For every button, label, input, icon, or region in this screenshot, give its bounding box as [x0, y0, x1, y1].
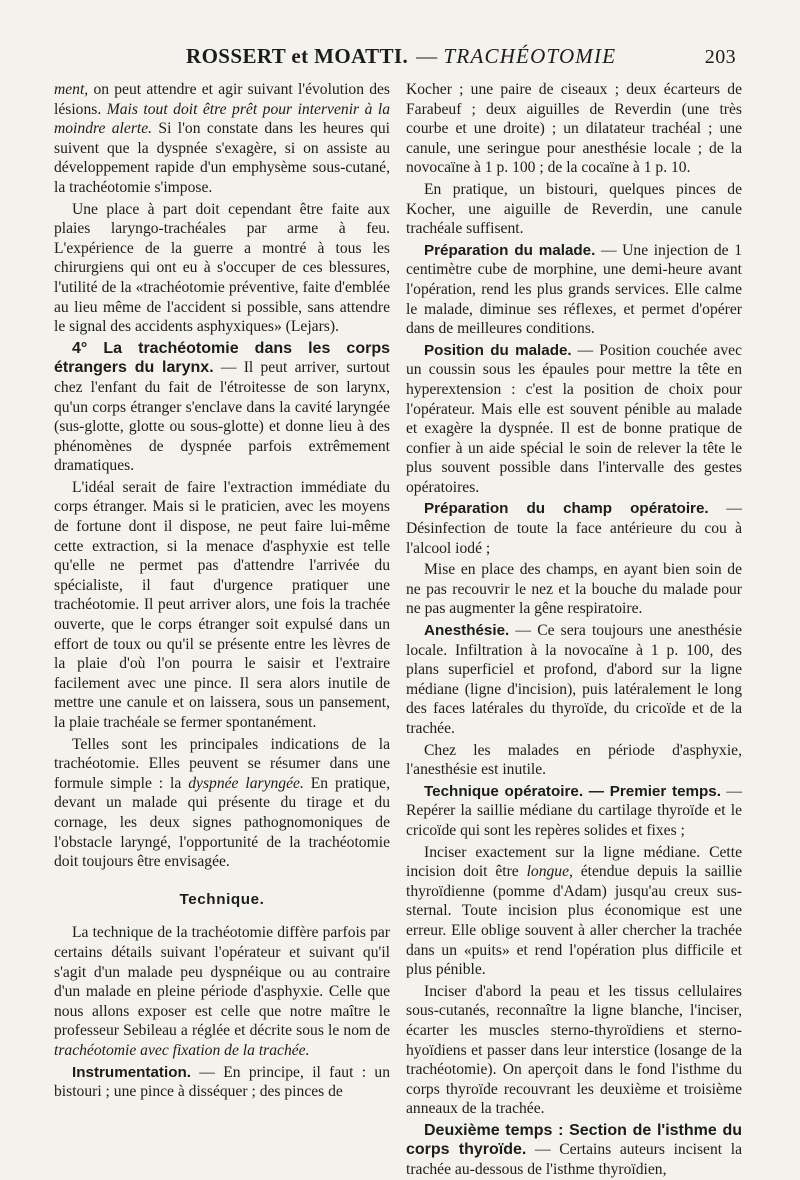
paragraph-instrument-list: Kocher ; une paire de ciseaux ; deux écarteurs de Farabeuf ; deux aiguilles de Reverdin (une très courbe et une droite) ; un dilatateur trachéal ; une canule, une seringue pour anesthésie locale ; de la novocaïne à 1 p. 100 ; de la cocaïne à 1 p. 10.	[406, 81, 742, 177]
heading-instrumentation: Instrumentation.	[72, 1063, 191, 1081]
paragraph-drapes: Mise en place des champs, en ayant bien soin de ne pas recouvrir le nez et la bouche du malade pour ne pas augmenter la gêne respiratoire.	[406, 561, 742, 618]
paragraph-first-step: Technique opératoire. — Premier temps. — Repérer la saillie médiane du cartilage thyroïde et le cricoïde qui sont les repères solides et fixes ;	[406, 782, 742, 839]
heading-first-step: Technique opératoire. — Premier temps.	[424, 782, 721, 800]
heading-second-step: Deuxième temps : Section de l'isthme du corps thyroïde.	[406, 1121, 742, 1159]
paragraph-anesthesia: Anesthésie. — Ce sera toujours une anesthésie locale. Infiltration à la novocaïne à 1 p. 100, des plans superficiel et profond, d'abord sur la ligne médiane (ligne d'incision), puis latéralement le long des faces latérales du thyroïde, du cricoïde et de la trachée.	[406, 622, 742, 737]
paragraph-technique: La technique de la trachéotomie diffère parfois par certains détails suivant l'opérateur et suivant qu'il s'agit d'un malade peu dyspnéique ou au contraire d'un malade en pleine période d'asphyxie. Celle que nous allons exposer est celle que notre maître le professeur Sebileau a réglée et décrite sous le nom de trachéotomie avec fixation de la trachée.	[54, 924, 390, 1059]
paragraph-incision: Inciser exactement sur la ligne médiane. Cette incision doit être longue, étendue depuis la saillie thyroïdienne (pomme d'Adam) jusqu'au creux sus-sternal. Toute incision plus économique est une erreur. Elle oblige souvent à aller chercher la trachée dans un «puits» et rend l'opération plus difficile et plus pénible.	[406, 843, 742, 979]
paragraph-second-step: Deuxième temps : Section de l'isthme du corps thyroïde. — Certains auteurs incisent la trachée au-dessous de l'isthme thyroïdien,	[406, 1121, 742, 1179]
heading-anesthesia: Anesthésie.	[424, 622, 510, 640]
right-column	[406, 80, 742, 1179]
left-column	[54, 80, 390, 1120]
paragraph-wound-observation: ment, on peut attendre et agir suivant l'évolution des lésions. Mais tout doit être prêt pour intervenir à la moindre alerte. Si l'on constate dans les heures qui suivent que la dyspnée s'exagère, si on assiste au développement rapide d'un emphysème sous-cutané, la trachéotomie s'impose.	[54, 81, 390, 196]
paragraph-patient-preparation: Préparation du malade. — Une injection de 1 centimètre cube de morphine, une demi-heure avant l'opération, rend les plus grands services. Elle calme le malade, diminue ses réflexes, et permet d'opérer dans de meilleures conditions.	[406, 241, 742, 338]
paragraph-patient-position: Position du malade. — Position couchée avec un coussin sous les épaules pour mettre la tête en hyperextension : c'est la position de choix pour l'opérateur. Mais elle est souvent pénible au malade et exagère la dyspnée. Il est de bonne pratique de confier à un aide spécial le soin de relever la tête le plus souvent possible dans l'intervalle des gestes opératoires.	[406, 341, 742, 496]
paragraph-gunshot-wounds: Une place à part doit cependant être faite aux plaies laryngo-trachéales par arme à feu. L'expérience de la guerre a montré à tous les chirurgiens qui ont eu à s'occuper de ces blessures, l'utilité de la «trachéotomie préventive, faite d'emblée au lieu même de l'accident si possible, sans attendre le signal des accidents asphyxiques» (Lejars).	[54, 200, 390, 336]
paragraph-instrumentation: Instrumentation. — En principe, il faut : un bistouri ; une pince à disséquer ; des pinces de	[54, 1063, 390, 1101]
header-authors: ROSSERT et MOATTI.	[186, 44, 409, 68]
paragraph-indications: Telles sont les principales indications de la trachéotomie. Elles peuvent se résumer dans une formule simple : la dyspnée laryngée. En pratique, devant un malade qui présente du tirage et du cornage, les deux signes pathognomoniques de l'obstacle laryngé, l'opportunité de la trachéotomie doit toujours être envisagée.	[54, 735, 391, 871]
section-title-technique: Technique.	[179, 890, 265, 908]
paragraph-field-preparation: Préparation du champ opératoire. — Désinfection de toute la face antérieure du cou à l'alcool iodé ;	[406, 500, 742, 557]
heading-foreign-bodies: 4° La trachéotomie dans les corps étrangers du larynx.	[54, 339, 390, 377]
paragraph-extraction: L'idéal serait de faire l'extraction immédiate du corps étranger. Mais si le praticien, avec les moyens de fortune dont il dispose, ne peut faire lui-même cette extraction, si la menace d'asphyxie est telle qu'elle ne permet pas d'attendre l'arrivée du spécialiste, il faut d'urgence pratiquer une trachéotomie. Il peut arriver alors, une fois la trachée ouverte, que le corps étranger soit expulsé dans un effort de toux ou qu'il se présente entre les lèvres de la plaie d'où l'on pourra le saisir et l'extraire facilement avec une pince. Il sera alors inutile de mettre une canule et on laissera, sous un pansement, la plaie trachéale se fermer spontanément.	[54, 478, 390, 731]
page-number: 203	[704, 46, 736, 68]
heading-field-preparation: Préparation du champ opératoire.	[424, 500, 709, 518]
paragraph-minimal-kit: En pratique, un bistouri, quelques pinces de Kocher, une aiguille de Reverdin, une canule trachéale suffisent.	[406, 180, 742, 238]
running-header	[186, 44, 746, 76]
heading-patient-preparation: Préparation du malade.	[424, 241, 596, 259]
paragraph-asphyxia-note: Chez les malades en période d'asphyxie, l'anesthésie est inutile.	[406, 741, 742, 779]
paragraph-foreign-bodies: 4° La trachéotomie dans les corps étrangers du larynx. — Il peut arriver, surtout chez l'enfant du fait de l'étroitesse de son larynx, qu'un corps étranger s'enclave dans la cavité laryngée (sus-glotte, glotte ou sous-glotte) et donne lieu à des phénomènes de dyspnée parfois extrêmement dramatiques.	[54, 339, 390, 475]
paragraph-dissection: Inciser d'abord la peau et les tissus cellulaires sous-cutanés, reconnaître la ligne blanche, l'inciser, écarter les muscles sterno-thyroïdiens et sterno-hyoïdiens et passer dans leur interstice (losange de la trachéotomie). On aperçoit dans le fond l'isthme du corps thyroïde recouvrant les deuxième et troisième anneaux de la trachée.	[406, 982, 742, 1118]
header-dash: —	[416, 44, 438, 68]
header-subject: TRACHÉOTOMIE	[443, 44, 617, 68]
heading-patient-position: Position du malade.	[424, 341, 572, 359]
